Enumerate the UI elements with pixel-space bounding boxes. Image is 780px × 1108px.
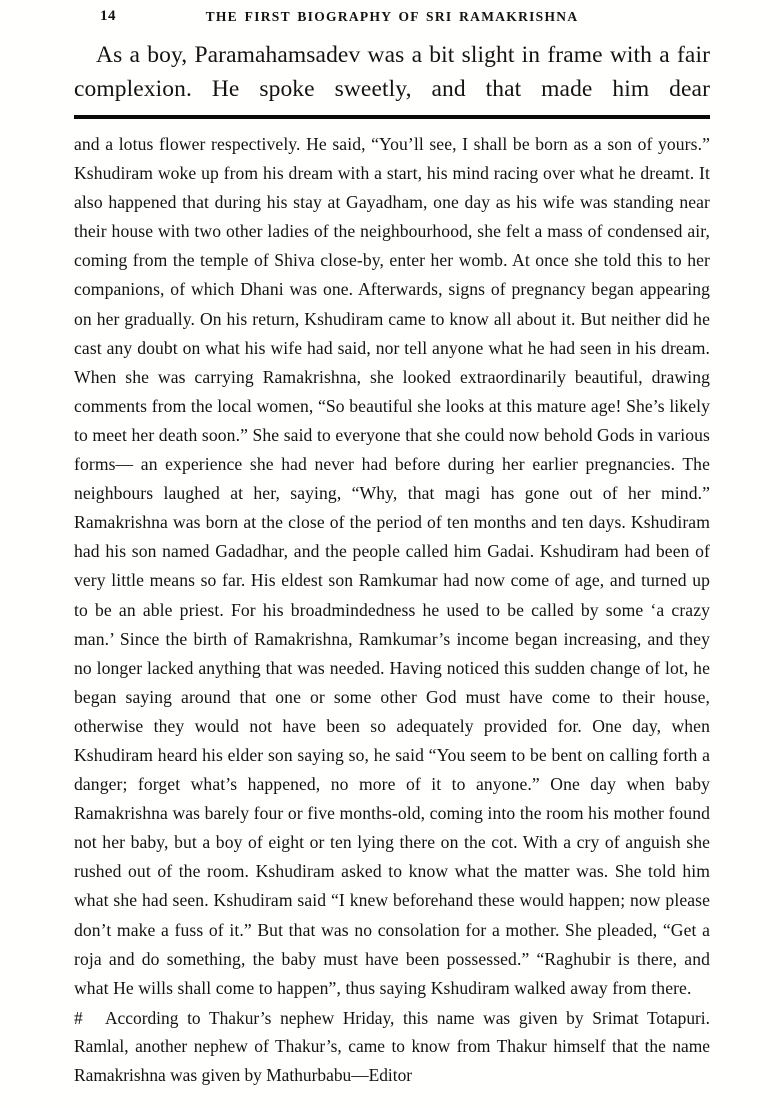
body-paragraph: and a lotus flower respectively. He said, “You’ll see, I shall be born as a son of yours.” Kshudiram woke up from his dream with a start, his mind racing over what he dreamt. It also happened that during his stay at Gayadham, one day as his wife was standing near their house with two other ladies of the neighbourhood, she felt a mass of condensed air, coming from the temple of Shiva close-by, enter her womb. At once she told this to her companions, of which Dhani was one. Afterwards, signs of pregnancy began appearing on her gradually. On his return, Kshudiram came to know all about it. But neither did he cast any doubt on what his wife had said, nor tell anyone what he had seen in his dream. When she was carrying Ramakrishna, she looked extraordinarily beautiful, drawing comments from the local women, “So beautiful she looks at this mature age! She’s likely to meet her death soon.” She said to everyone that she could now behold Gods in various forms— an experience she had never had before during her earlier pregnancies. The neighbours laughed at her, saying, “Why, that magi has gone out of her mind.” Ramakrishna was born at the close of the period of ten months and ten days. Kshudiram had his son named Gadadhar, and the people called him Gadai. Kshudiram had been of very little means so far. His eldest son Ramkumar had now come of age, and turned up to be an able priest. For his broadmindedness he used to be called by some ‘a crazy man.’ Since the birth of Ramakrishna, Ramkumar’s income began increasing, and they no longer lacked anything that was needed. Having noticed this sudden change of lot, he began saying around that one or some other God must have come to their house, otherwise they would not have been so adequately provided for. One day, when Kshudiram heard his elder son saying so, he said “You seem to be bent on calling forth a danger; forget what’s happened, no more of it to anyone.” One day when baby Ramakrishna was barely four or five months-old, coming into the room his mother found not her baby, but a boy of eight or ten lying there on the cot. With a cry of anguish she rushed out of the room. Kshudiram asked to know what the matter was. She told him what she had seen. Kshudiram said “I knew beforehand these would happen; now please don’t make a fuss of it.” But that was no consolation for a mother. She pleaded, “Get a roja and do something, the baby must have been possessed.” “Raghubir is there, and what He wills shall come to happen”, thus saying Kshudiram walked away from there.	[74, 134, 710, 998]
running-title: THE FIRST BIOGRAPHY OF SRI RAMAKRISHNA	[205, 9, 579, 24]
footnote-text: According to Thakur’s nephew Hriday, this name was given by Srimat Totapuri. Ramlal, another nephew of Thakur’s, came to know from Thakur himself that the name Ramakrishna was given by Mathurbabu—Editor	[74, 1007, 710, 1085]
intro-paragraph: As a boy, Paramahamsadev was a bit slight in frame with a fair complexion. He spoke sweetly, and that made him dear	[74, 42, 710, 102]
section-rule	[74, 115, 710, 119]
footnote	[74, 1004, 710, 1090]
footnote-marker: #	[74, 1007, 83, 1028]
page-header	[74, 8, 710, 32]
page-number: 14	[100, 8, 116, 24]
